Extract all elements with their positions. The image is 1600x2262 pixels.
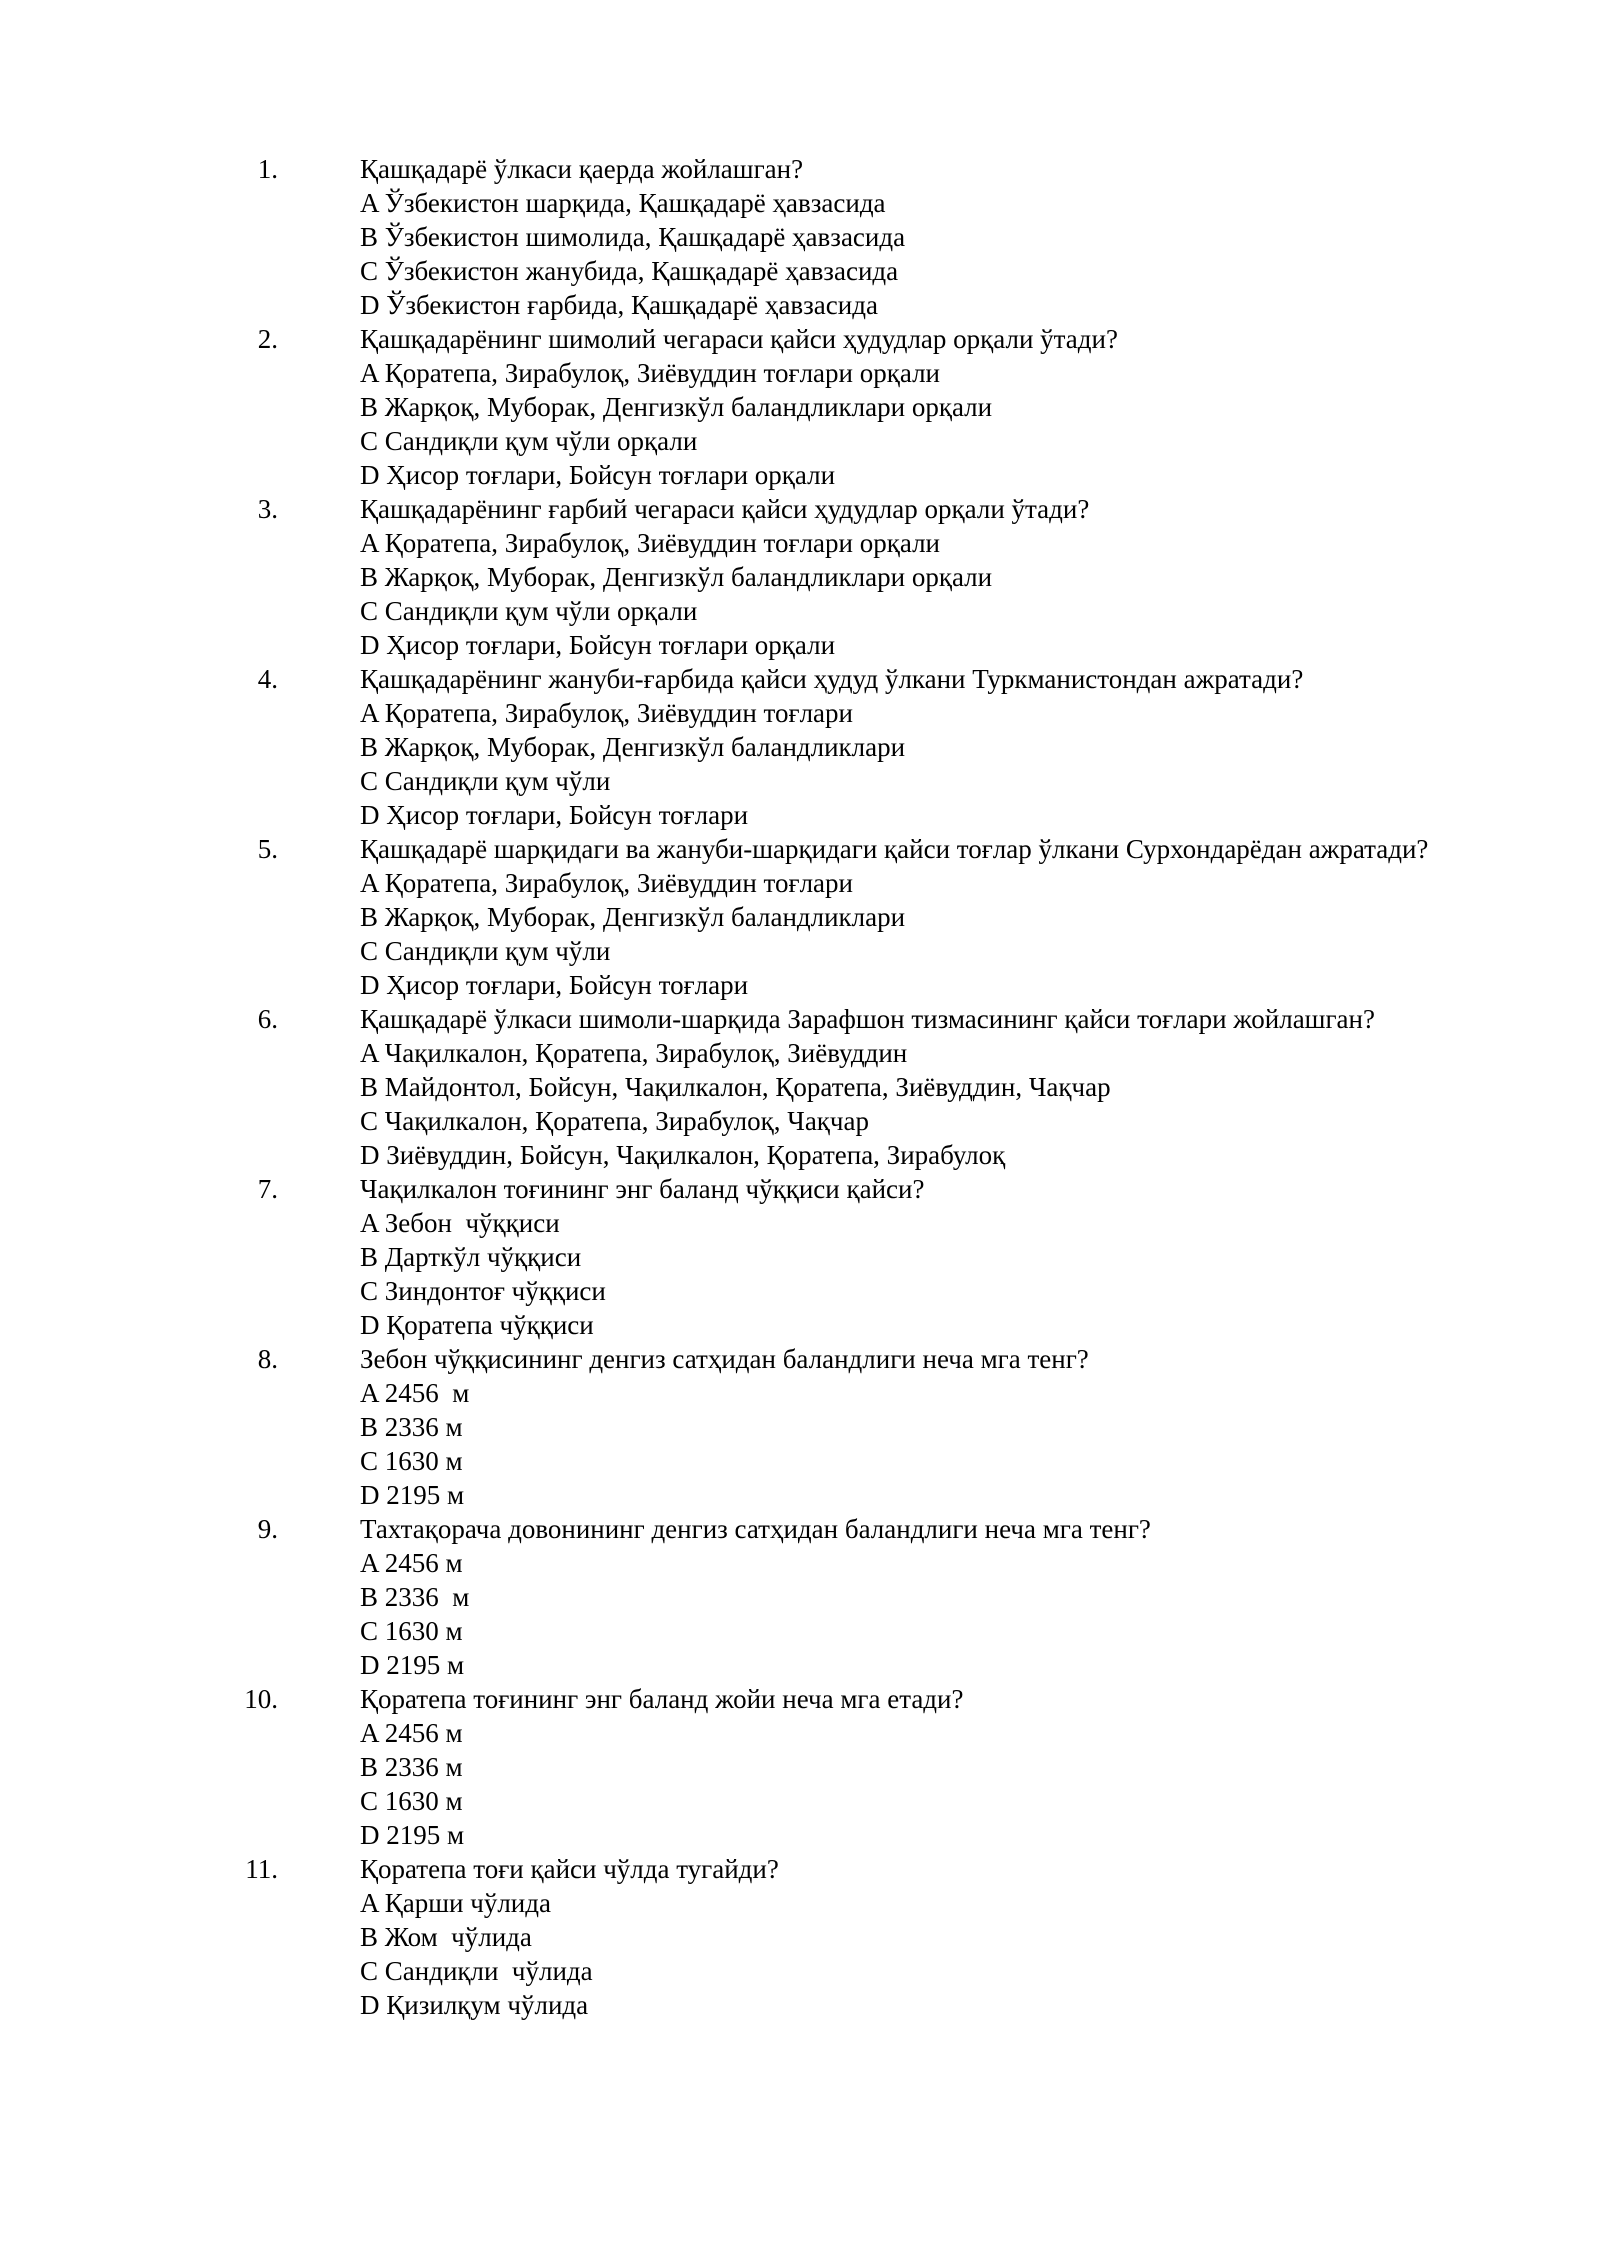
option-b: B Майдонтол, Бойсун, Чақилкалон, Қоратепа, Зиёвуддин, Чақчар: [360, 1072, 1111, 1102]
option-a: A Қоратепа, Зирабулоқ, Зиёвуддин тоғлари: [360, 868, 853, 898]
option-c: C Ўзбекистон жанубида, Қашқадарё ҳавзасида: [360, 256, 899, 286]
option-b: B 2336 м: [360, 1752, 463, 1782]
option-c: C Сандиқли қум чўли: [360, 766, 611, 796]
option-c: C Чақилкалон, Қоратепа, Зирабулоқ, Чақчар: [360, 1106, 869, 1136]
question-item: [0, 1682, 1600, 1852]
question-text: Қоратепа тоғининг энг баланд жойи неча мга етади?: [360, 1684, 964, 1714]
option-b: B 2336 м: [360, 1582, 470, 1612]
question-number: 4.: [257, 664, 278, 694]
option-d: D Зиёвуддин, Бойсун, Чақилкалон, Қоратепа, Зирабулоқ: [360, 1140, 1006, 1170]
option-b: B Жарқоқ, Муборак, Денгизкўл баландликлари: [360, 732, 906, 762]
question-number: 6.: [257, 1004, 278, 1034]
option-d: D Ҳисор тоғлари, Бойсун тоғлари орқали: [360, 630, 836, 660]
option-d: D Қизилқум чўлида: [360, 1990, 589, 2020]
option-c: C Зиндонтоғ чўққиси: [360, 1276, 606, 1306]
question-item: [0, 1342, 1600, 1512]
question-number: 10.: [244, 1684, 278, 1714]
option-a: A 2456 м: [360, 1378, 470, 1408]
question-text: Қашқадарё ўлкаси шимоли-шарқида Зарафшон тизмасининг қайси тоғлари жойлашган?: [360, 1004, 1375, 1034]
option-d: D 2195 м: [360, 1650, 465, 1680]
question-text: Қашқадарёнинг жануби-ғарбида қайси ҳудуд ўлкани Туркманистондан ажратади?: [360, 664, 1304, 694]
option-d: D Ўзбекистон ғарбида, Қашқадарё ҳавзасида: [360, 290, 878, 320]
option-b: B Жарқоқ, Муборак, Денгизкўл баландликлари орқали: [360, 392, 993, 422]
question-text: Қашқадарё шарқидаги ва жануби-шарқидаги қайси тоғлар ўлкани Сурхондарёдан ажратади?: [360, 834, 1429, 864]
option-b: B Жарқоқ, Муборак, Денгизкўл баландликлари орқали: [360, 562, 993, 592]
question-number: 3.: [257, 494, 278, 524]
option-c: C Сандиқли қум чўли орқали: [360, 596, 698, 626]
option-a: A Ўзбекистон шарқида, Қашқадарё ҳавзасида: [360, 188, 886, 218]
option-a: A Қоратепа, Зирабулоқ, Зиёвуддин тоғлари орқали: [360, 358, 940, 388]
option-c: C 1630 м: [360, 1786, 463, 1816]
question-number: 11.: [245, 1854, 278, 1884]
question-item: [0, 152, 1600, 322]
option-c: C 1630 м: [360, 1616, 463, 1646]
question-number: 8.: [257, 1344, 278, 1374]
option-a: A Қоратепа, Зирабулоқ, Зиёвуддин тоғлари: [360, 698, 853, 728]
option-a: A Қарши чўлида: [360, 1888, 551, 1918]
option-d: D Ҳисор тоғлари, Бойсун тоғлари: [360, 970, 749, 1000]
option-a: A Зебон чўққиси: [360, 1208, 560, 1238]
question-item: [0, 832, 1600, 1002]
option-c: C 1630 м: [360, 1446, 463, 1476]
option-b: B Ўзбекистон шимолида, Қашқадарё ҳавзасида: [360, 222, 906, 252]
option-b: B Дарткўл чўққиси: [360, 1242, 582, 1272]
option-d: D Ҳисор тоғлари, Бойсун тоғлари: [360, 800, 749, 830]
question-text: Зебон чўққисининг денгиз сатҳидан баландлиги неча мга тенг?: [360, 1344, 1089, 1374]
option-d: D 2195 м: [360, 1820, 465, 1850]
question-number: 1.: [257, 154, 278, 184]
option-b: B 2336 м: [360, 1412, 463, 1442]
question-number: 2.: [257, 324, 278, 354]
option-c: C Сандиқли чўлида: [360, 1956, 593, 1986]
question-text: Қашқадарёнинг шимолий чегараси қайси ҳудудлар орқали ўтади?: [360, 324, 1118, 354]
question-item: [0, 492, 1600, 662]
option-a: A Чақилкалон, Қоратепа, Зирабулоқ, Зиёвуддин: [360, 1038, 908, 1068]
question-item: [0, 1172, 1600, 1342]
option-a: A Қоратепа, Зирабулоқ, Зиёвуддин тоғлари орқали: [360, 528, 940, 558]
question-item: [0, 662, 1600, 832]
option-a: A 2456 м: [360, 1548, 463, 1578]
question-item: [0, 322, 1600, 492]
option-b: B Жарқоқ, Муборак, Денгизкўл баландликлари: [360, 902, 906, 932]
question-text: Чақилкалон тоғининг энг баланд чўққиси қайси?: [360, 1174, 925, 1204]
question-text: Қашқадарё ўлкаси қаерда жойлашган?: [360, 154, 804, 184]
question-text: Қашқадарёнинг ғарбий чегараси қайси ҳудудлар орқали ўтади?: [360, 494, 1090, 524]
option-a: A 2456 м: [360, 1718, 463, 1748]
question-item: [0, 1512, 1600, 1682]
question-number: 5.: [257, 834, 278, 864]
option-d: D Қоратепа чўққиси: [360, 1310, 594, 1340]
option-d: D Ҳисор тоғлари, Бойсун тоғлари орқали: [360, 460, 836, 490]
option-b: B Жом чўлида: [360, 1922, 532, 1952]
option-c: C Сандиқли қум чўли: [360, 936, 611, 966]
question-number: 9.: [257, 1514, 278, 1544]
question-text: Тахтақорача довонининг денгиз сатҳидан баландлиги неча мга тенг?: [360, 1514, 1151, 1544]
option-c: C Сандиқли қум чўли орқали: [360, 426, 698, 456]
option-d: D 2195 м: [360, 1480, 465, 1510]
document-page: [0, 152, 1600, 2022]
question-text: Қоратепа тоғи қайси чўлда тугайди?: [360, 1854, 779, 1884]
question-number: 7.: [257, 1174, 278, 1204]
question-item: [0, 1852, 1600, 2022]
question-item: [0, 1002, 1600, 1172]
